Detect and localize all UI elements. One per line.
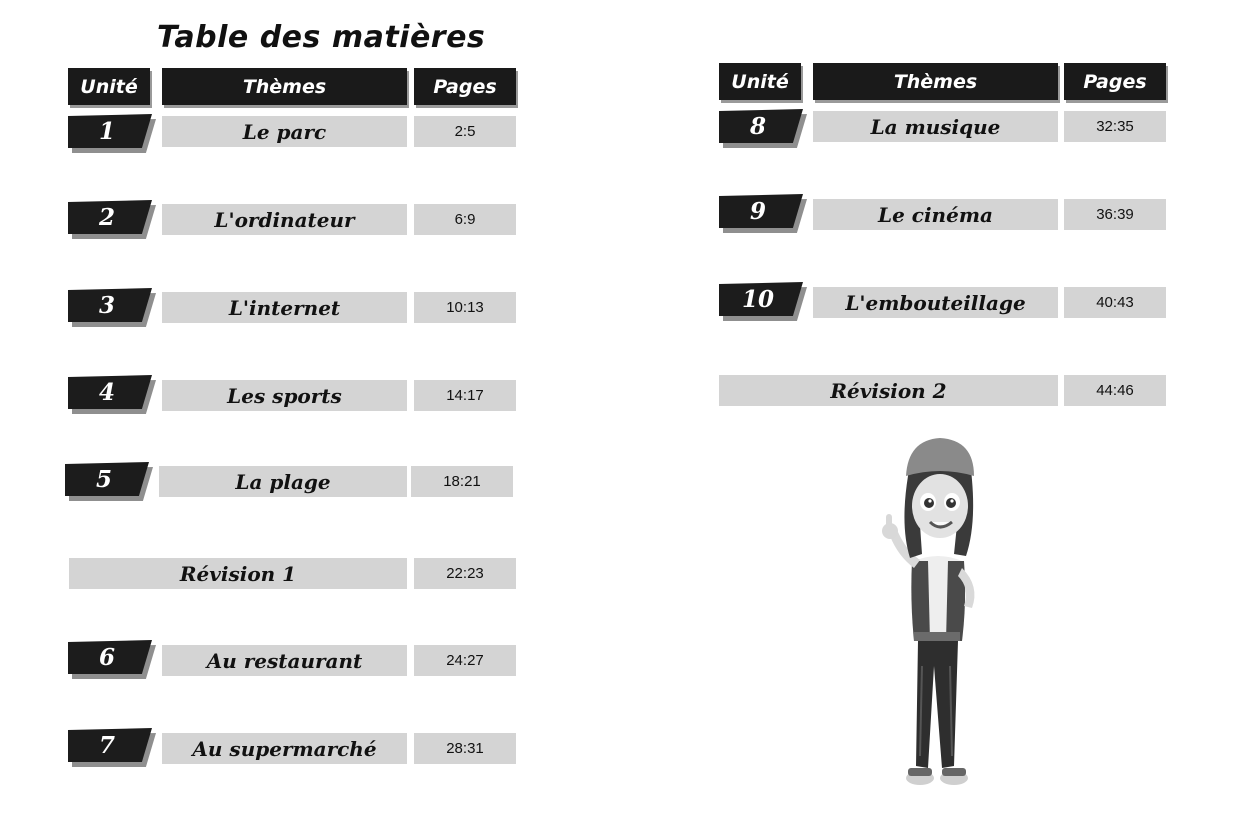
header-pages-right: Pages bbox=[1064, 63, 1166, 100]
unit-number: 7 bbox=[98, 731, 115, 759]
page-range: 44:46 bbox=[1064, 375, 1166, 406]
unit-number: 1 bbox=[98, 117, 115, 145]
page-range: 40:43 bbox=[1064, 287, 1166, 318]
unit-number: 9 bbox=[749, 197, 766, 225]
theme-label: Le parc bbox=[162, 116, 407, 147]
page-range: 32:35 bbox=[1064, 111, 1166, 142]
theme-label: Au supermarché bbox=[162, 733, 407, 764]
page-range: 28:31 bbox=[414, 733, 516, 764]
girl-thumbs-up-illustration bbox=[868, 436, 1008, 796]
header-themes-right: Thèmes bbox=[813, 63, 1058, 100]
theme-label: La plage bbox=[159, 466, 407, 497]
unit-number: 10 bbox=[741, 285, 774, 313]
unit-tag bbox=[68, 640, 152, 674]
page-range: 14:17 bbox=[414, 380, 516, 411]
header-pages-left: Pages bbox=[414, 68, 516, 105]
page-range: 10:13 bbox=[414, 292, 516, 323]
unit-number: 6 bbox=[98, 643, 115, 671]
unit-tag bbox=[68, 200, 152, 234]
page-range: 36:39 bbox=[1064, 199, 1166, 230]
theme-label: L'embouteillage bbox=[813, 287, 1058, 318]
unit-tag bbox=[719, 282, 803, 316]
revision-label: Révision 1 bbox=[69, 558, 407, 589]
header-unit-right: Unité bbox=[719, 63, 801, 100]
page-range: 24:27 bbox=[414, 645, 516, 676]
unit-tag bbox=[68, 114, 152, 148]
page-range: 18:21 bbox=[411, 466, 513, 497]
unit-tag bbox=[719, 194, 803, 228]
theme-label: Les sports bbox=[162, 380, 407, 411]
unit-number: 3 bbox=[98, 291, 115, 319]
page-range: 22:23 bbox=[414, 558, 516, 589]
unit-tag bbox=[719, 109, 803, 143]
unit-tag bbox=[68, 375, 152, 409]
unit-number: 8 bbox=[749, 112, 766, 140]
theme-label: Le cinéma bbox=[813, 199, 1058, 230]
page-title: Table des matières bbox=[157, 20, 486, 55]
theme-label: L'ordinateur bbox=[162, 204, 407, 235]
unit-tag bbox=[65, 462, 149, 496]
theme-label: Au restaurant bbox=[162, 645, 407, 676]
revision-label: Révision 2 bbox=[719, 375, 1058, 406]
header-unit-left: Unité bbox=[68, 68, 150, 105]
theme-label: La musique bbox=[813, 111, 1058, 142]
page-range: 2:5 bbox=[414, 116, 516, 147]
unit-number: 4 bbox=[98, 378, 115, 406]
unit-number: 5 bbox=[95, 465, 112, 493]
theme-label: L'internet bbox=[162, 292, 407, 323]
page-range: 6:9 bbox=[414, 204, 516, 235]
unit-tag bbox=[68, 288, 152, 322]
unit-tag bbox=[68, 728, 152, 762]
unit-number: 2 bbox=[98, 203, 115, 231]
header-themes-left: Thèmes bbox=[162, 68, 407, 105]
